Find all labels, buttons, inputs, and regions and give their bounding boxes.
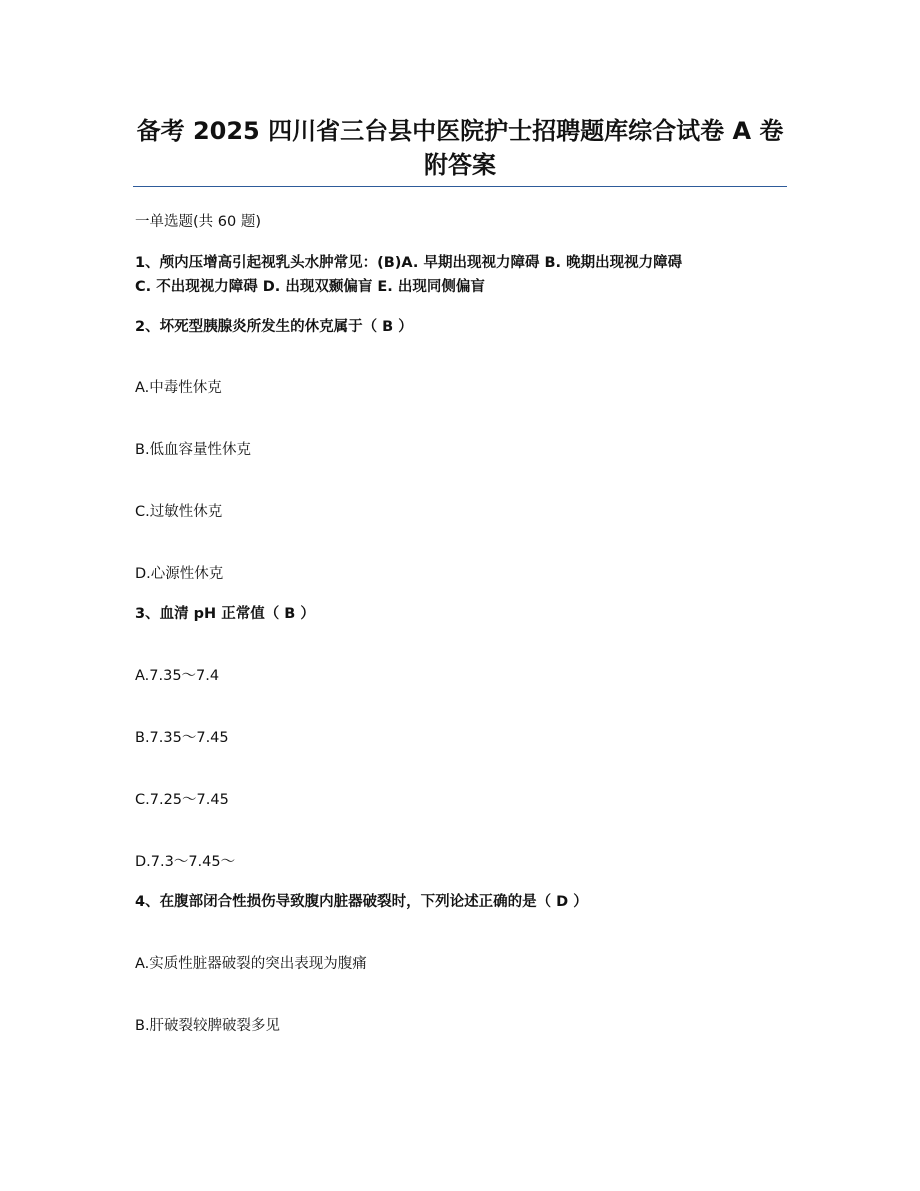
page-title: [120, 114, 800, 182]
question-3-option-d: D.7.3～7.45～: [135, 854, 236, 870]
question-2-stem: 2、坏死型胰腺炎所发生的休克属于（ B ）: [135, 319, 413, 335]
question-3-option-c: C.7.25～7.45: [135, 792, 229, 808]
question-3-option-b: B.7.35～7.45: [135, 730, 229, 746]
question-1-line-2: C. 不出现视力障碍 D. 出现双颞偏盲 E. 出现同侧偏盲: [135, 279, 485, 295]
section-heading: 一单选题(共 60 题): [135, 214, 261, 230]
question-4-option-b: B.肝破裂较脾破裂多见: [135, 1018, 281, 1034]
question-1-line-1: 1、颅内压增高引起视乳头水肿常见：(B)A. 早期出现视力障碍 B. 晚期出现视力障碍: [135, 255, 683, 271]
question-4-stem: 4、在腹部闭合性损伤导致腹内脏器破裂时，下列论述正确的是（ D ）: [135, 894, 588, 910]
question-2-option-b: B.低血容量性休克: [135, 442, 252, 458]
title-divider: [133, 186, 787, 187]
question-4-option-a: A.实质性脏器破裂的突出表现为腹痛: [135, 956, 367, 972]
page-title-line-2: 附答案: [424, 151, 496, 179]
page-title-line-1: 备考 2025 四川省三台县中医院护士招聘题库综合试卷 A 卷: [136, 117, 784, 145]
question-2-option-c: C.过敏性休克: [135, 504, 223, 520]
question-2-option-a: A.中毒性休克: [135, 380, 222, 396]
question-3-stem: 3、血清 pH 正常值（ B ）: [135, 606, 315, 622]
question-3-option-a: A.7.35～7.4: [135, 668, 220, 684]
question-2-option-d: D.心源性休克: [135, 566, 224, 582]
